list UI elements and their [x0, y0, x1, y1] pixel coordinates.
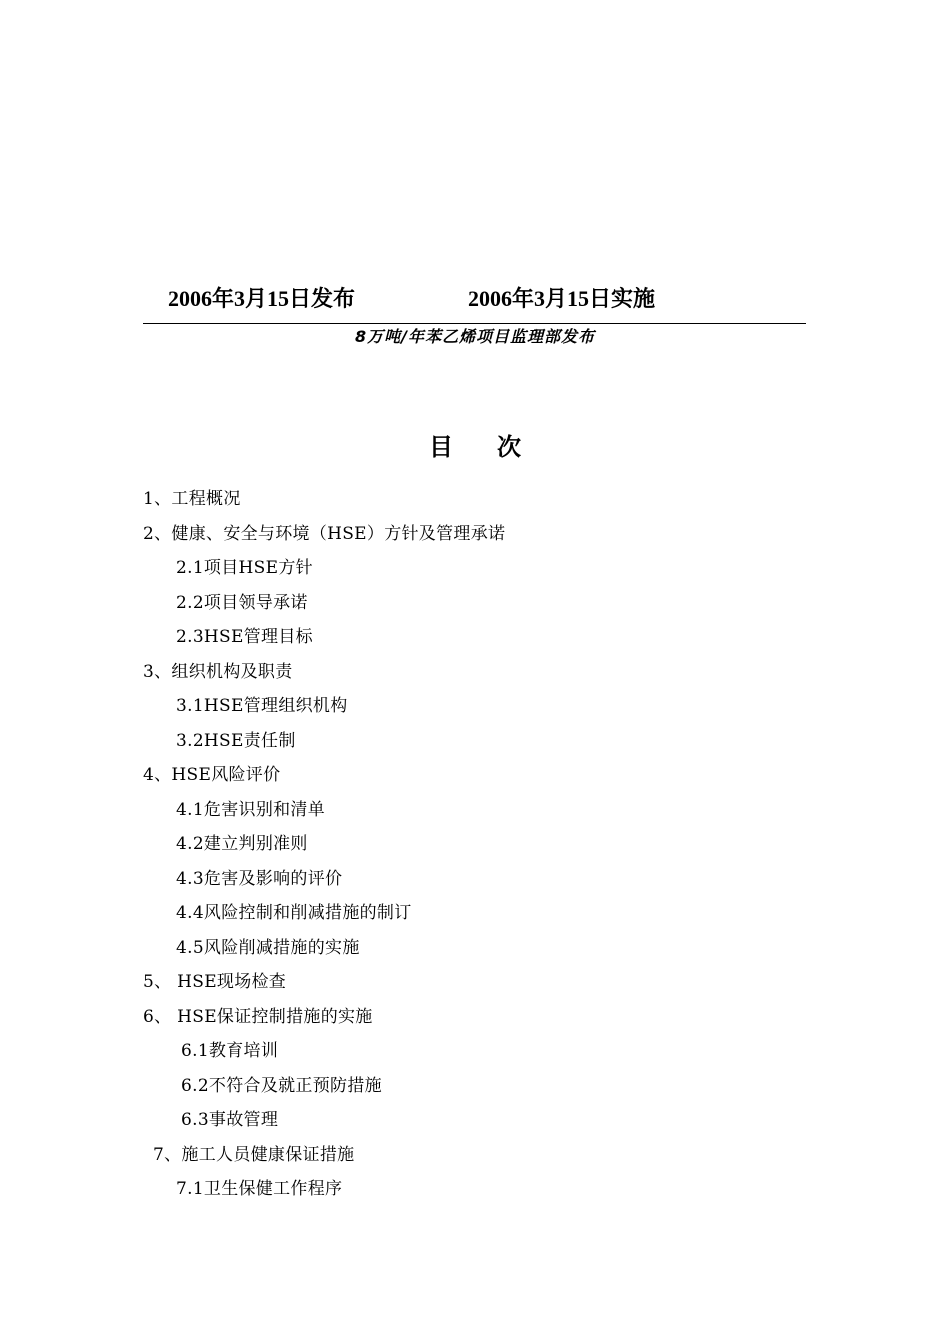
toc-entry: 3.2HSE责任制 [176, 730, 296, 751]
toc-entry: 4.4风险控制和削减措施的制订 [176, 903, 412, 923]
toc-entry: 4.3危害及影响的评价 [176, 868, 343, 889]
toc-entry: 4.2建立判别准则 [176, 834, 308, 854]
date-line [0, 284, 950, 316]
toc-entry: 2、健康、安全与环境（HSE）方针及管理承诺 [143, 523, 506, 544]
toc-entry: 4、HSE风险评价 [143, 765, 281, 785]
toc-entry: 5、 HSE现场检查 [143, 972, 287, 992]
toc-entry: 6.2不符合及就正预防措施 [181, 1075, 382, 1096]
toc-entry: 7、施工人员健康保证措施 [153, 1144, 355, 1165]
toc-entry: 2.2项目领导承诺 [176, 592, 308, 613]
publish-date: 2006年3月15日发布 [168, 286, 356, 311]
toc-entry: 2.1项目HSE方针 [176, 558, 313, 578]
toc-entry: 3、组织机构及职责 [143, 661, 293, 682]
toc-entry: 6.1教育培训 [181, 1041, 279, 1061]
toc-entry: 2.3HSE管理目标 [176, 627, 313, 647]
publisher-line: 8万吨/年苯乙烯项目监理部发布 [355, 327, 595, 346]
toc-entry: 1、工程概况 [143, 489, 241, 509]
toc-entry: 3.1HSE管理组织机构 [176, 696, 348, 716]
toc-entry: 7.1卫生保健工作程序 [176, 1179, 343, 1199]
horizontal-rule [143, 323, 806, 324]
toc-entry: 6、 HSE保证控制措施的实施 [143, 1006, 373, 1027]
toc-entry: 6.3事故管理 [181, 1110, 279, 1130]
implement-date: 2006年3月15日实施 [468, 286, 656, 311]
toc-entry: 4.5风险削减措施的实施 [176, 937, 360, 958]
table-of-contents [0, 482, 950, 1207]
toc-entry: 4.1危害识别和清单 [176, 799, 326, 820]
toc-title: 目次 [429, 432, 565, 461]
